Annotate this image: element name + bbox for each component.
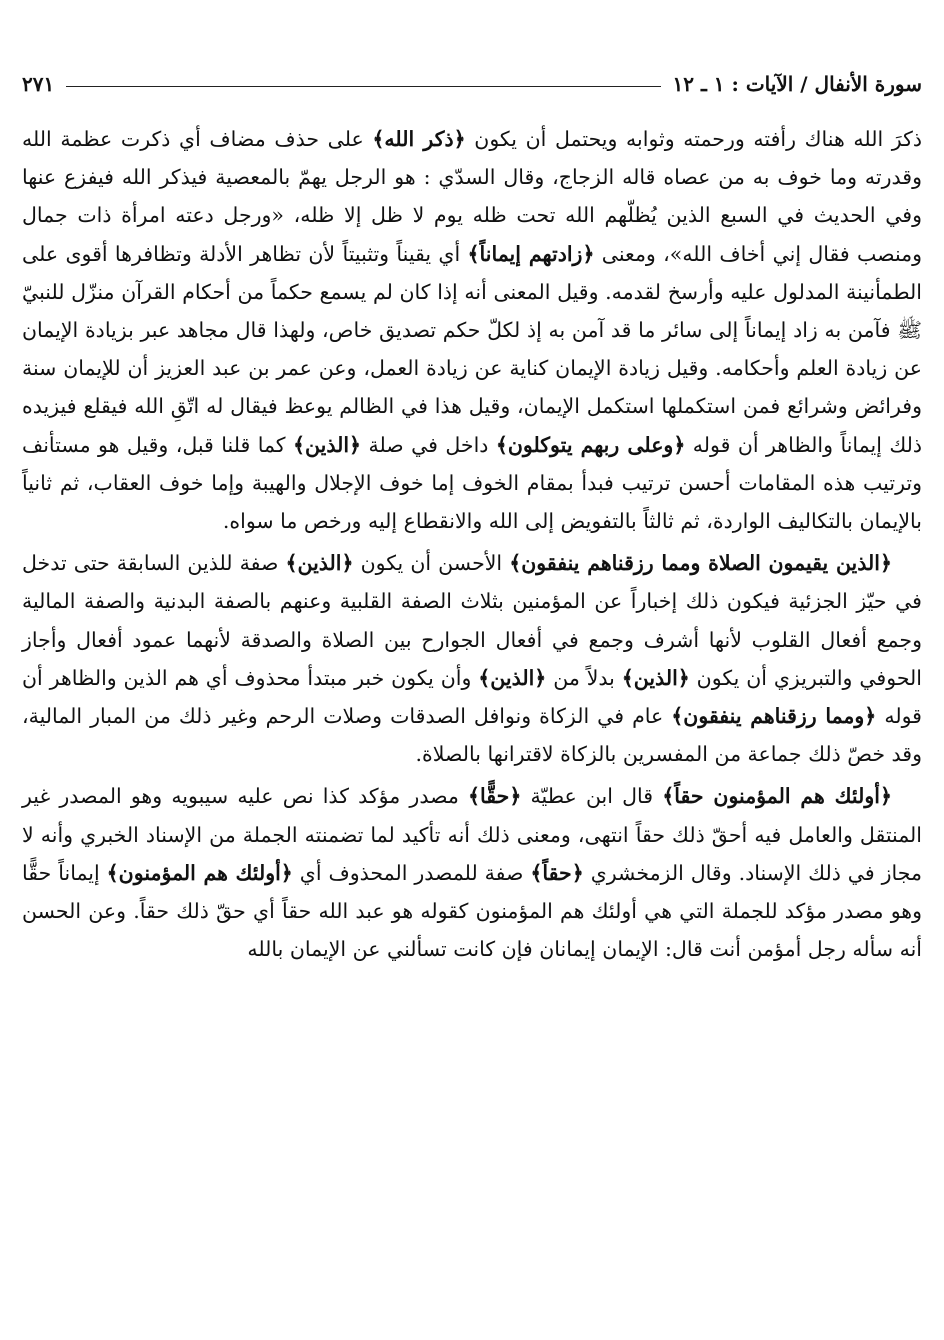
quran-quote: ﴿الذين﴾ bbox=[621, 665, 690, 690]
quran-quote: ﴿ومما رزقناهم ينفقون﴾ bbox=[671, 704, 877, 729]
quran-quote: ﴿الذين﴾ bbox=[285, 551, 354, 576]
page-number: ٢٧١ bbox=[22, 72, 55, 96]
text-run: عام في الزكاة ونوافل الصدقات وصلات الرحم وغير ذلك من المبار المالية، وقد خصّ ذلك جماعة من المفسرين بالزكاة لاقترانها بالصلاة. bbox=[22, 704, 922, 767]
quran-quote: ﴿الذين﴾ bbox=[293, 432, 362, 457]
text-run: وأن يكون خبر مبتدأ محذوف أي هم الذين والظاهر أن قوله bbox=[22, 665, 922, 729]
text-run: الأحسن أن يكون bbox=[353, 551, 510, 576]
text-run: كما قلنا قبل، وقيل هو مستأنف وترتيب هذه المقامات أحسن ترتيب فبدأ بمقام الخوف إما خوف الإجلال والهيبة وإما خوف العقاب، ثم ثانياً بالإيمان بالتكاليف الواردة، ثم ثالثاً بالتفويض إلى الله والانقطاع إليه ورخص ما سواه. bbox=[22, 432, 922, 534]
text-run: على حذف مضاف أي ذكرت عظمة الله وقدرته وما خوف به من عصاه قاله الزجاج، وقال السدّي : هو الرجل يهمّ بالمعصية فيذكر الله فيفزع عنها وفي الحديث في السبع الذين يُظلّهم الله تحت ظله يوم لا ظل إلا ظله، «ورجل دعته امرأة ذات جمال ومنصب فقال إني أخاف الله»، ومعنى bbox=[22, 127, 923, 266]
text-run: بدلاً من bbox=[546, 665, 622, 690]
quran-quote: ﴿وعلى ربهم يتوكلون﴾ bbox=[495, 432, 686, 457]
quran-quote: ﴿زادتهم إيماناً﴾ bbox=[467, 241, 595, 266]
text-run: أي يقيناً وتثبيتاً لأن تظاهر الأدلة وتظافرها أقوى على الطمأنينة المدلول عليه وأرسخ لقدمه. وقيل المعنى أنه إذا كان لم يسمع حكماً من أحكام القرآن منزّل للنبيّ ﷺ فآمن به زاد إيماناً إلى سائر ما قد آمن به إذ لكلّ حكم تصديق خاص، ولهذا قال مجاهد عبر بزيادة الإيمان عن زيادة العلم وأحكامه. وقيل زيادة الإيمان كناية عن زيادة العمل، وعن عمر بن عبد العزيز أن للإيمان سنة وفرائض وشرائع فمن استكملها استكمل الإيمان، وقيل هذا في الظالم يوعظ فيقال له اتّقِ الله فيقلع فيزيده ذلك إيماناً والظاهر أن قوله bbox=[22, 241, 922, 457]
quran-quote: ﴿حقًّا﴾ bbox=[468, 784, 522, 809]
book-page bbox=[22, 64, 922, 1264]
quran-quote: ﴿حقاً﴾ bbox=[530, 860, 584, 885]
text-run: مصدر مؤكد كذا نص عليه سيبويه وهو المصدر غير المنتقل والعامل فيه أحقّ ذلك حقاً انتهى، ومعنى ذلك أنه تأكيد لما تضمنته الجملة من الإسناد الخبري وأنه لا مجاز في ذلك الإسناد. وقال الزمخشري bbox=[22, 784, 922, 885]
quran-quote: ﴿ذكر الله﴾ bbox=[372, 127, 466, 151]
quran-quote: ﴿الذين﴾ bbox=[478, 665, 547, 690]
quran-quote: ﴿أولئك هم المؤمنون حقاً﴾ bbox=[662, 784, 892, 809]
text-run: قال ابن عطيّة bbox=[521, 784, 663, 809]
quran-quote: ﴿الذين يقيمون الصلاة ومما رزقناهم ينفقون﴾ bbox=[509, 551, 892, 576]
paragraph-1 bbox=[22, 120, 922, 540]
running-title: سورة الأنفال / الآيات : ١ ـ ١٢ bbox=[672, 72, 922, 96]
paragraph-3 bbox=[22, 777, 922, 968]
text-run: داخل في صلة bbox=[361, 432, 496, 457]
text-run: صفة للذين السابقة حتى تدخل في حيّز الجزئية فيكون ذلك إخباراً عن المؤمنين بثلاث الصفة القلبية وعنهم بالصفة البدنية والصفة المالية وجمع أفعال القلوب لأنها أشرف وجمع في أفعال الجوارح بين الصلاة والصدقة لأنهما عمود أفعال وأجاز الحوفي والتبريزي أن يكون bbox=[22, 551, 922, 690]
running-header bbox=[22, 64, 922, 104]
body-text bbox=[22, 120, 922, 968]
quran-quote: ﴿أولئك هم المؤمنون﴾ bbox=[106, 860, 293, 885]
text-run: صفة للمصدر المحذوف أي bbox=[292, 860, 531, 885]
paragraph-2 bbox=[22, 544, 922, 773]
text-run: ذكرَ الله هناك رأفته ورحمته وثوابه ويحتمل أن يكون bbox=[465, 127, 922, 151]
header-rule bbox=[66, 86, 660, 87]
text-run: إيماناً حقًّا وهو مصدر مؤكد للجملة التي هي أولئك هم المؤمنون كقوله هو عبد الله حقاً أي حقّ ذلك حقاً. وعن الحسن أنه سأله رجل أمؤمن أنت قال: الإيمان إيمانان فإن كانت تسألني عن الإيمان بالله bbox=[22, 860, 922, 962]
